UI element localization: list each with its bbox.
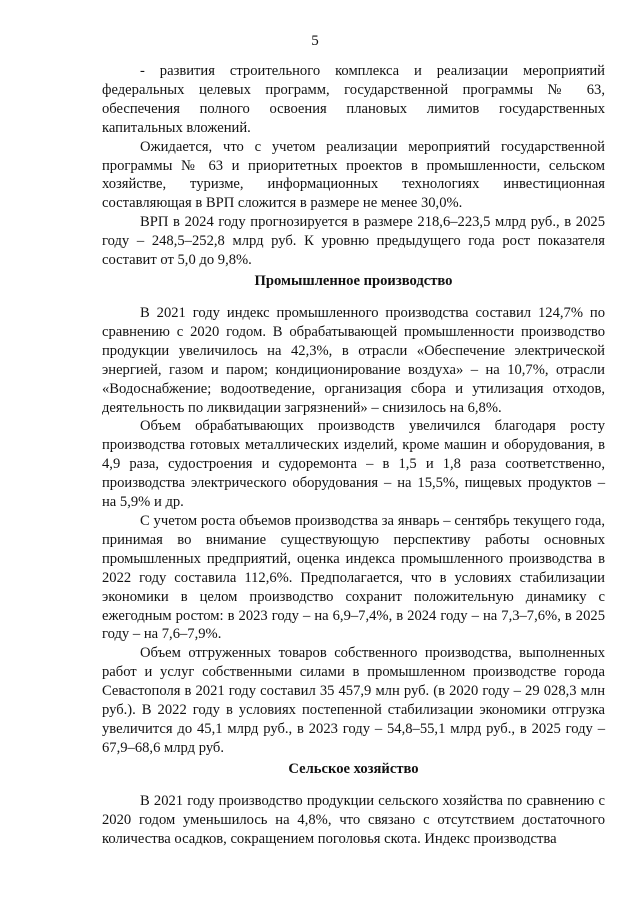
paragraph: ВРП в 2024 году прогнозируется в размере 218,6–223,5 млрд руб., в 2025 году – 248,5–252,8 млрд руб. К уровню предыдущего года рост показателя составит от 5,0 до 9,8%. — [102, 214, 605, 269]
paragraph: Объем отгруженных товаров собственного производства, выполненных работ и услуг собственными силами в промышленном производстве города Севастополя в 2021 году составил 35 457,9 млн руб. (в 2020 году – 29 028,3 млн руб.). В 2022 году в условиях постепенной стабилизации экономики отгрузка увеличится до 45,1 млрд руб., в 2023 году – 54,8–55,1 млрд руб., в 2025 году – 67,9–68,6 млрд руб. — [102, 645, 605, 756]
section-heading-industry: Промышленное производство — [254, 273, 453, 289]
page-number: 5 — [311, 33, 319, 49]
paragraph: - развития строительного комплекса и реализации мероприятий федеральных целевых программ, государственной программы № 63, обеспечения полного освоения плановых лимитов государственных капитальных вложений. — [102, 63, 605, 136]
industry-text-block — [102, 304, 605, 758]
paragraph: Объем обрабатывающих производств увеличился благодаря росту производства готовых металлических изделий, кроме машин и оборудования, в 4,9 раза, судостроения и судоремонта – в 1,5 и 1,8 раза соответственно, производства электрического оборудования – на 15,5%, пищевых продуктов – на 5,9% и др. — [102, 418, 605, 511]
paragraph: Ожидается, что с учетом реализации мероприятий государственной программы № 63 и приоритетных проектов в промышленности, сельском хозяйстве, туризме, информационных технологиях инвестиционная составляющая в ВРП сложится в размере не менее 30,0%. — [102, 138, 605, 212]
paragraph: В 2021 году производство продукции сельского хозяйства по сравнению с 2020 годом уменьшилось на 4,8%, что связано с отсутствием достаточного количества осадков, сокращением поголовья скота. Индекс производства — [102, 793, 605, 847]
paragraph: С учетом роста объемов производства за январь – сентябрь текущего года, принимая во внимание существующую перспективу работы основных промышленных предприятий, оценка индекса промышленного производства в 2022 году составила 112,6%. Предполагается, что в условиях стабилизации экономики в целом производство сохранит положительную динамику с ежегодным ростом: в 2023 году – на 6,9–7,4%, в 2024 году – на 7,3–7,6%, в 2025 году – на 7,6–7,9%. — [102, 512, 605, 643]
intro-text-block — [102, 62, 605, 270]
paragraph: В 2021 году индекс промышленного производства составил 124,7% по сравнению с 2020 годом. В обрабатывающей промышленности производство продукции увеличилось на 42,3%, в отрасли «Обеспечение электрической энергией, газом и паром; кондиционирование воздуха» – на 10,7%, отрасли «Водоснабжение; водоотведение, организация сбора и утилизация отходов, деятельность по ликвидации загрязнений» – снизилось на 6,8%. — [102, 305, 605, 416]
agriculture-text-block — [102, 792, 605, 849]
section-heading-agriculture: Сельское хозяйство — [288, 761, 419, 777]
